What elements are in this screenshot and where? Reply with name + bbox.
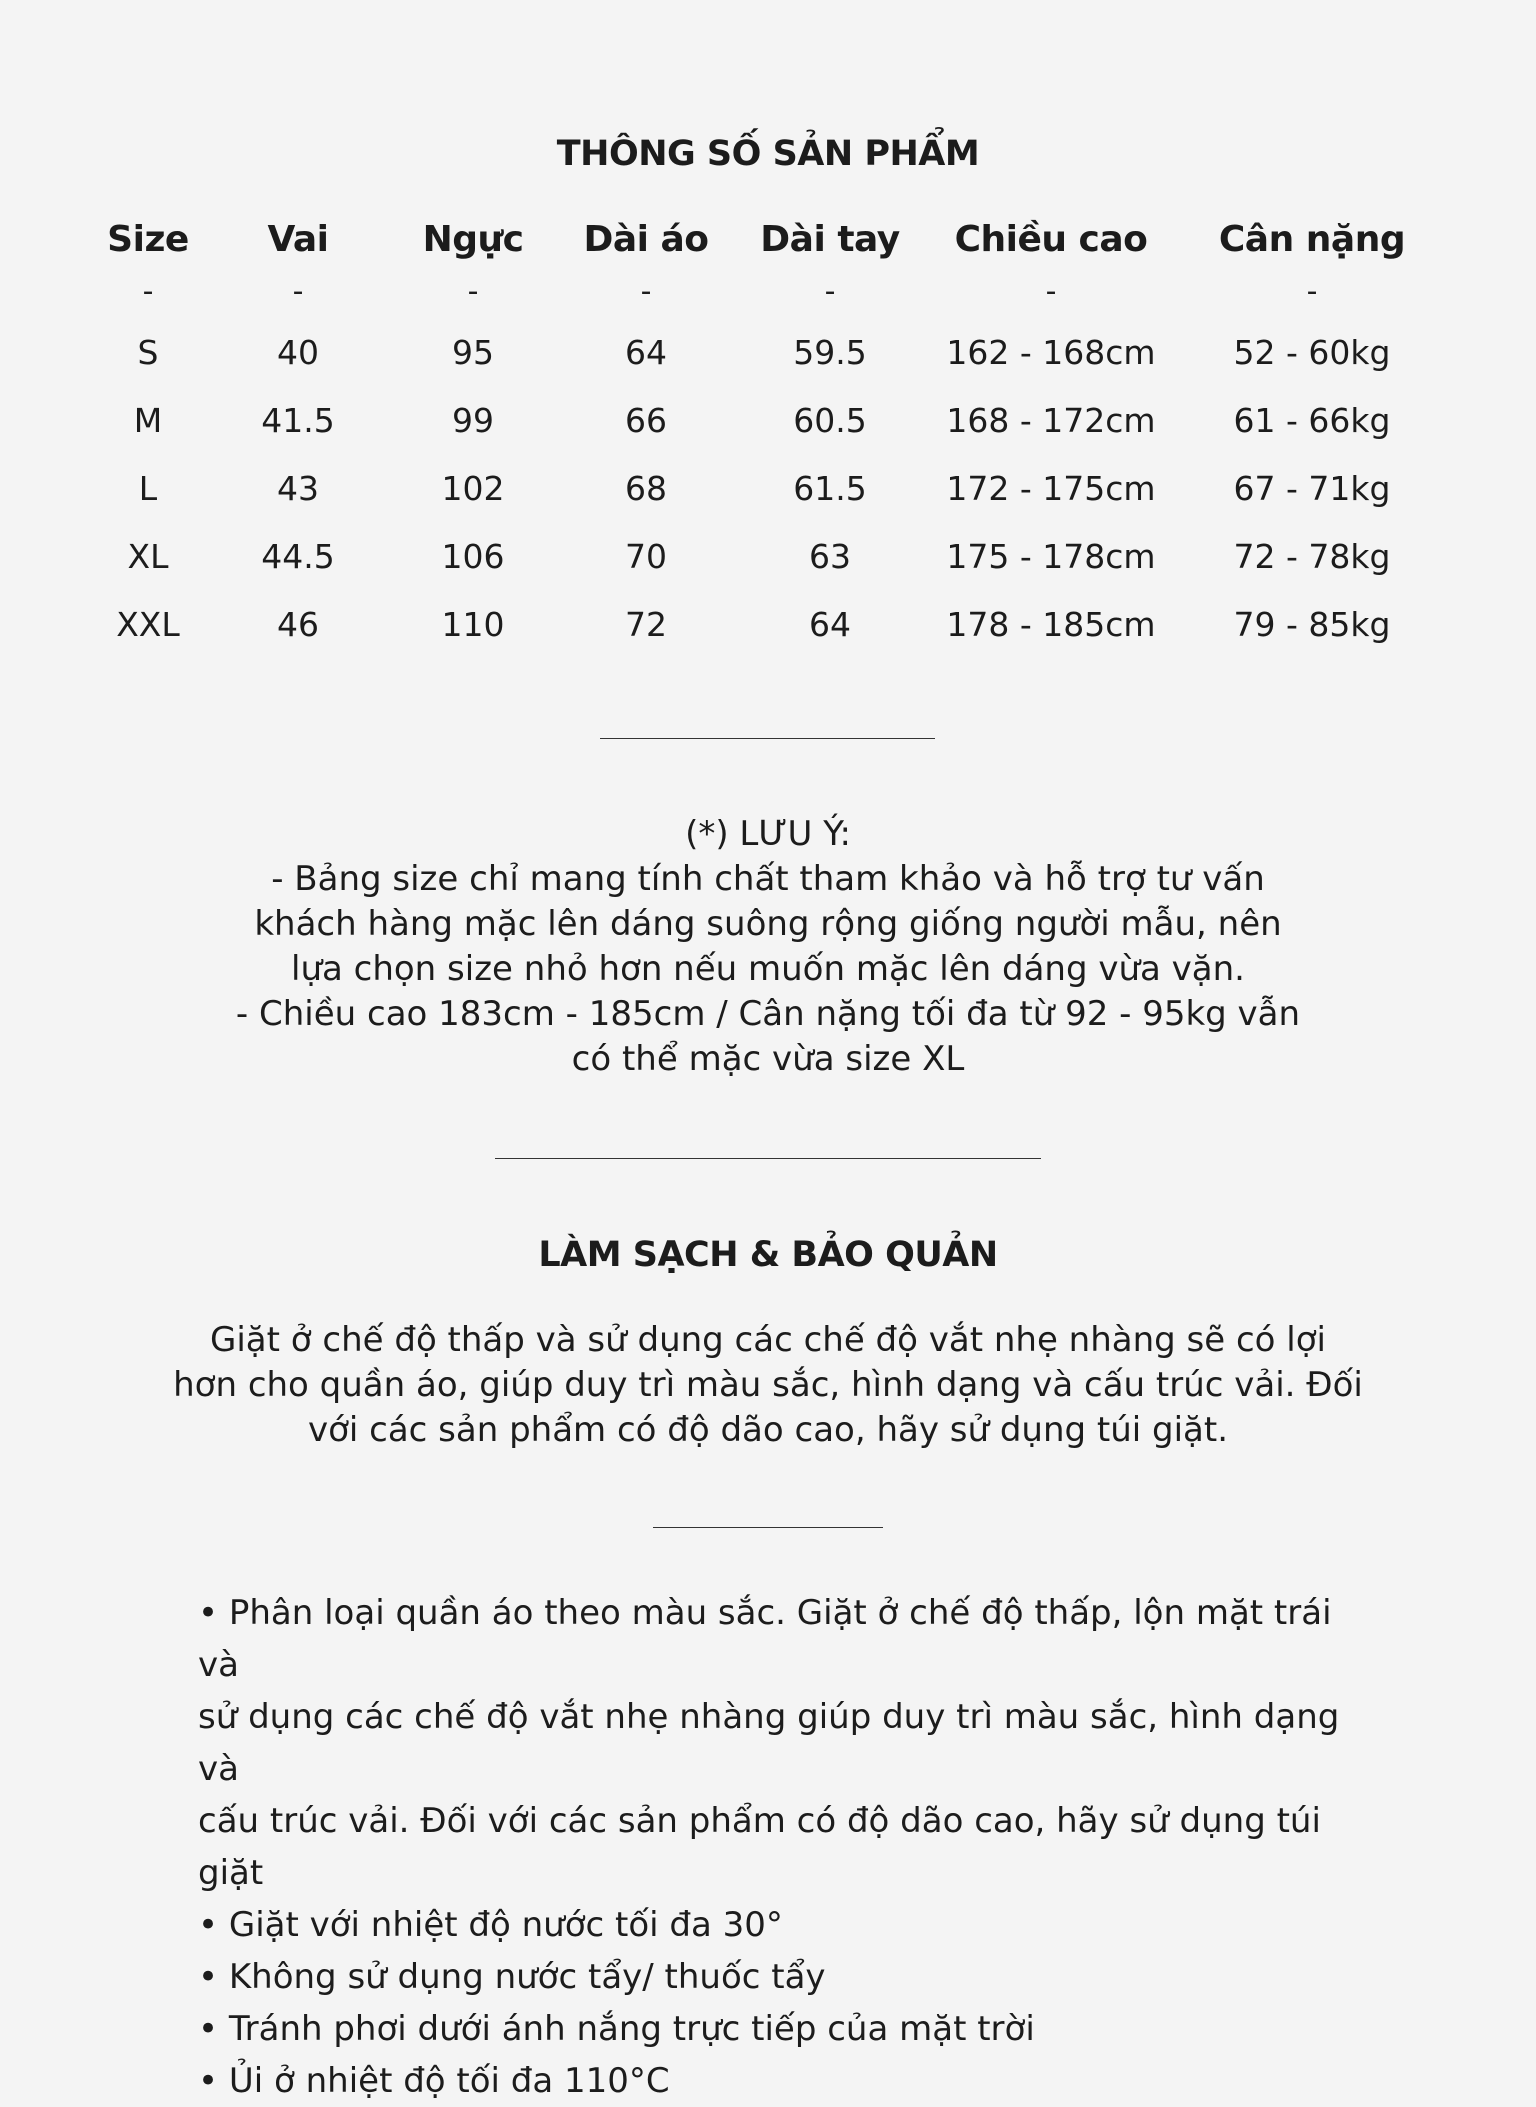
table-cell: 64	[625, 332, 667, 372]
list-item: cấu trúc vải. Đối với các sản phẩm có độ dão cao, hãy sử dụng túi giặt	[198, 1801, 1321, 1893]
care-text-line: Giặt ở chế độ thấp và sử dụng các chế độ vắt nhẹ nhàng sẽ có lợi	[210, 1320, 1326, 1360]
table-cell: 64	[809, 604, 851, 644]
table-cell: 175 - 178cm	[946, 536, 1156, 576]
table-cell: XXL	[116, 604, 180, 644]
column-header-weight: Cân nặng	[1218, 218, 1406, 260]
table-cell: 70	[625, 536, 667, 576]
table-cell: 68	[625, 468, 667, 508]
column-header-length: Dài áo	[583, 218, 709, 260]
table-cell: 72 - 78kg	[1233, 536, 1391, 576]
column-header-height: Chiều cao	[954, 218, 1148, 260]
care-text-line: hơn cho quần áo, giúp duy trì màu sắc, hình dạng và cấu trúc vải. Đối	[173, 1365, 1363, 1405]
column-header-sleeve: Dài tay	[760, 218, 900, 260]
table-cell: 59.5	[793, 332, 867, 372]
list-item: • Giặt với nhiệt độ nước tối đa 30°	[198, 1905, 783, 1945]
table-row	[88, 318, 1448, 386]
column-header-size: Size	[107, 218, 189, 260]
list-item: • Phân loại quần áo theo màu sắc. Giặt ở chế độ thấp, lộn mặt trái và	[198, 1593, 1332, 1685]
table-cell: S	[137, 332, 159, 372]
list-item: sử dụng các chế độ vắt nhẹ nhàng giúp duy trì màu sắc, hình dạng và	[198, 1697, 1340, 1789]
care-text-line: với các sản phẩm có độ dão cao, hãy sử dụng túi giặt.	[307, 1410, 1229, 1450]
note-line: có thể mặc vừa size XL	[571, 1039, 965, 1079]
table-cell: 43	[277, 468, 319, 508]
table-cell: 110	[441, 604, 505, 644]
table-cell: 63	[809, 536, 851, 576]
table-cell: 162 - 168cm	[946, 332, 1156, 372]
note-line: - Bảng size chỉ mang tính chất tham khảo và hỗ trợ tư vấn	[271, 859, 1265, 899]
table-cell: 52 - 60kg	[1233, 332, 1391, 372]
table-cell: 172 - 175cm	[946, 468, 1156, 508]
table-cell: 168 - 172cm	[946, 400, 1156, 440]
table-cell: 72	[625, 604, 667, 644]
note-line: khách hàng mặc lên dáng suông rộng giống người mẫu, nên	[254, 904, 1282, 944]
specs-title: THÔNG SỐ SẢN PHẨM	[556, 134, 980, 174]
table-cell: 41.5	[261, 400, 335, 440]
divider	[600, 738, 935, 739]
column-header-shoulder: Vai	[267, 218, 329, 260]
table-cell: 61.5	[793, 468, 867, 508]
table-cell: 99	[452, 400, 494, 440]
divider	[653, 1527, 883, 1528]
note-heading: (*) LƯU Ý:	[685, 814, 851, 854]
column-header-chest: Ngực	[422, 218, 524, 260]
table-header-row	[88, 214, 1448, 264]
table-row	[88, 386, 1448, 454]
care-instructions-list	[198, 1587, 1378, 2107]
table-row	[88, 590, 1448, 658]
size-note	[228, 812, 1308, 1082]
list-item: • Không sử dụng nước tẩy/ thuốc tẩy	[198, 1957, 826, 1997]
table-cell: 44.5	[261, 536, 335, 576]
table-cell: 61 - 66kg	[1233, 400, 1391, 440]
note-line: - Chiều cao 183cm - 185cm / Cân nặng tối đa từ 92 - 95kg vẫn	[235, 994, 1301, 1034]
table-cell: 46	[277, 604, 319, 644]
table-cell: -	[824, 273, 836, 309]
divider	[495, 1158, 1041, 1159]
table-row	[88, 454, 1448, 522]
table-cell: 95	[452, 332, 494, 372]
table-cell: -	[1045, 273, 1057, 309]
table-cell: 40	[277, 332, 319, 372]
table-cell: -	[142, 273, 154, 309]
table-cell: -	[292, 273, 304, 309]
table-cell: L	[138, 468, 158, 508]
table-cell: 67 - 71kg	[1233, 468, 1391, 508]
table-cell: 66	[625, 400, 667, 440]
list-item: • Ủi ở nhiệt độ tối đa 110°C	[198, 2061, 670, 2101]
table-cell: -	[1306, 273, 1318, 309]
note-line: lựa chọn size nhỏ hơn nếu muốn mặc lên dáng vừa vặn.	[291, 949, 1245, 989]
table-cell: 106	[441, 536, 505, 576]
table-cell: XL	[127, 536, 169, 576]
care-description	[168, 1318, 1368, 1453]
table-cell: M	[133, 400, 163, 440]
table-cell: 178 - 185cm	[946, 604, 1156, 644]
size-table	[88, 214, 1448, 658]
care-title: LÀM SẠCH & BẢO QUẢN	[538, 1235, 998, 1275]
table-cell: 79 - 85kg	[1233, 604, 1391, 644]
table-cell: -	[640, 273, 652, 309]
list-item: • Tránh phơi dưới ánh nắng trực tiếp của mặt trời	[198, 2009, 1035, 2049]
table-cell: 102	[441, 468, 505, 508]
unit-row	[88, 264, 1448, 318]
table-row	[88, 522, 1448, 590]
table-cell: 60.5	[793, 400, 867, 440]
table-cell: -	[467, 273, 479, 309]
